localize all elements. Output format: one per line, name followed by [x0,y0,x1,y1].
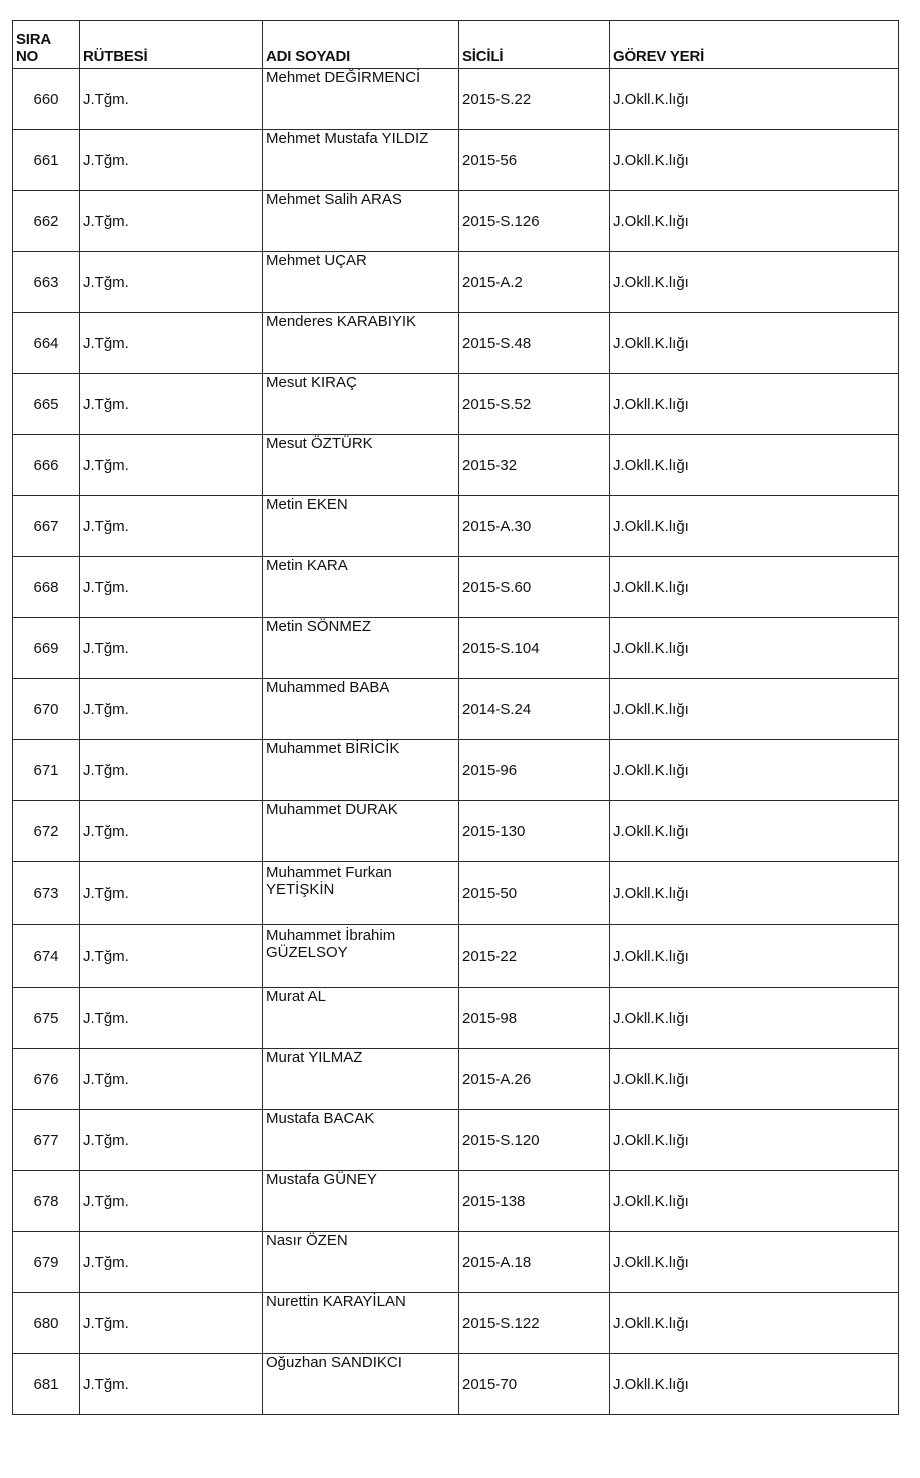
cell-sicil: 2015-S.48 [459,313,610,374]
cell-adi-soyadi: Muhammet Furkan YETİŞKİN [263,862,459,925]
cell-rutbe: J.Tğm. [80,740,263,801]
cell-adi-soyadi: Mehmet DEĞİRMENCİ [263,69,459,130]
cell-sicil: 2015-70 [459,1354,610,1415]
cell-sicil: 2015-98 [459,988,610,1049]
cell-gorev-yeri: J.Okll.K.lığı [610,679,899,740]
cell-sicil: 2014-S.24 [459,679,610,740]
cell-gorev-yeri: J.Okll.K.lığı [610,1354,899,1415]
cell-sicil: 2015-S.104 [459,618,610,679]
cell-sicil: 2015-22 [459,925,610,988]
cell-gorev-yeri: J.Okll.K.lığı [610,1232,899,1293]
table-row [13,69,899,130]
table-row [13,740,899,801]
cell-rutbe: J.Tğm. [80,801,263,862]
cell-adi-soyadi: Muhammet DURAK [263,801,459,862]
cell-gorev-yeri: J.Okll.K.lığı [610,740,899,801]
cell-adi-soyadi: Metin SÖNMEZ [263,618,459,679]
cell-sicil: 2015-A.18 [459,1232,610,1293]
cell-gorev-yeri: J.Okll.K.lığı [610,801,899,862]
table-row [13,1354,899,1415]
cell-sicil: 2015-50 [459,862,610,925]
cell-sira-no: 665 [13,374,80,435]
cell-sicil: 2015-S.120 [459,1110,610,1171]
cell-rutbe: J.Tğm. [80,313,263,374]
cell-sicil: 2015-138 [459,1171,610,1232]
cell-adi-soyadi: Mustafa GÜNEY [263,1171,459,1232]
cell-sicil: 2015-S.122 [459,1293,610,1354]
cell-adi-soyadi: Murat AL [263,988,459,1049]
cell-gorev-yeri: J.Okll.K.lığı [610,557,899,618]
cell-gorev-yeri: J.Okll.K.lığı [610,1049,899,1110]
cell-adi-soyadi: Mesut ÖZTÜRK [263,435,459,496]
cell-rutbe: J.Tğm. [80,1232,263,1293]
cell-rutbe: J.Tğm. [80,1110,263,1171]
cell-gorev-yeri: J.Okll.K.lığı [610,988,899,1049]
cell-rutbe: J.Tğm. [80,1049,263,1110]
cell-gorev-yeri: J.Okll.K.lığı [610,862,899,925]
cell-rutbe: J.Tğm. [80,69,263,130]
cell-adi-soyadi: Muhammed BABA [263,679,459,740]
cell-adi-soyadi: Mehmet UÇAR [263,252,459,313]
table-row [13,618,899,679]
cell-sicil: 2015-32 [459,435,610,496]
cell-adi-soyadi: Mehmet Mustafa YILDIZ [263,130,459,191]
cell-adi-soyadi: Muhammet BİRİCİK [263,740,459,801]
table-row [13,862,899,925]
cell-rutbe: J.Tğm. [80,252,263,313]
table-row [13,557,899,618]
cell-sira-no: 680 [13,1293,80,1354]
cell-adi-soyadi: Metin KARA [263,557,459,618]
cell-rutbe: J.Tğm. [80,191,263,252]
cell-sira-no: 664 [13,313,80,374]
cell-adi-soyadi: Mustafa BACAK [263,1110,459,1171]
table-body [13,69,899,1415]
cell-gorev-yeri: J.Okll.K.lığı [610,1110,899,1171]
cell-gorev-yeri: J.Okll.K.lığı [610,618,899,679]
cell-sicil: 2015-S.22 [459,69,610,130]
header-gorev-yeri: GÖREV YERİ [610,21,899,69]
cell-rutbe: J.Tğm. [80,130,263,191]
header-rutbesi: RÜTBESİ [80,21,263,69]
cell-sira-no: 674 [13,925,80,988]
cell-sira-no: 677 [13,1110,80,1171]
cell-adi-soyadi: Nasır ÖZEN [263,1232,459,1293]
cell-gorev-yeri: J.Okll.K.lığı [610,69,899,130]
cell-sira-no: 673 [13,862,80,925]
cell-sira-no: 672 [13,801,80,862]
table-row [13,130,899,191]
cell-gorev-yeri: J.Okll.K.lığı [610,925,899,988]
table-row [13,679,899,740]
document-page [12,20,898,1415]
header-row [13,21,899,69]
cell-sicil: 2015-96 [459,740,610,801]
cell-gorev-yeri: J.Okll.K.lığı [610,191,899,252]
cell-adi-soyadi: Mesut KIRAÇ [263,374,459,435]
cell-adi-soyadi: Nurettin KARAYİLAN [263,1293,459,1354]
cell-sicil: 2015-A.26 [459,1049,610,1110]
table-row [13,1232,899,1293]
cell-rutbe: J.Tğm. [80,925,263,988]
cell-rutbe: J.Tğm. [80,557,263,618]
cell-sira-no: 670 [13,679,80,740]
cell-sira-no: 671 [13,740,80,801]
table-row [13,1171,899,1232]
cell-adi-soyadi: Muhammet İbrahim GÜZELSOY [263,925,459,988]
header-adi-soyadi: ADI SOYADI [263,21,459,69]
table-row [13,313,899,374]
cell-sira-no: 666 [13,435,80,496]
table-row [13,252,899,313]
table-row [13,435,899,496]
cell-rutbe: J.Tğm. [80,435,263,496]
cell-sira-no: 663 [13,252,80,313]
cell-gorev-yeri: J.Okll.K.lığı [610,435,899,496]
cell-rutbe: J.Tğm. [80,1354,263,1415]
cell-sira-no: 668 [13,557,80,618]
cell-sira-no: 662 [13,191,80,252]
cell-rutbe: J.Tğm. [80,679,263,740]
cell-sicil: 2015-A.2 [459,252,610,313]
cell-rutbe: J.Tğm. [80,1293,263,1354]
personnel-table [12,20,899,1415]
cell-rutbe: J.Tğm. [80,374,263,435]
cell-adi-soyadi: Murat YILMAZ [263,1049,459,1110]
header-sira-no: SIRA NO [13,21,80,69]
cell-sicil: 2015-56 [459,130,610,191]
cell-gorev-yeri: J.Okll.K.lığı [610,496,899,557]
cell-sira-no: 676 [13,1049,80,1110]
cell-sira-no: 661 [13,130,80,191]
header-sicili: SİCİLİ [459,21,610,69]
cell-rutbe: J.Tğm. [80,496,263,557]
cell-adi-soyadi: Metin EKEN [263,496,459,557]
cell-sira-no: 660 [13,69,80,130]
cell-sira-no: 667 [13,496,80,557]
table-row [13,925,899,988]
cell-sira-no: 679 [13,1232,80,1293]
cell-sira-no: 675 [13,988,80,1049]
cell-adi-soyadi: Oğuzhan SANDIKCI [263,1354,459,1415]
cell-gorev-yeri: J.Okll.K.lığı [610,313,899,374]
cell-sicil: 2015-A.30 [459,496,610,557]
cell-gorev-yeri: J.Okll.K.lığı [610,130,899,191]
cell-sicil: 2015-S.126 [459,191,610,252]
cell-gorev-yeri: J.Okll.K.lığı [610,252,899,313]
cell-rutbe: J.Tğm. [80,988,263,1049]
cell-sicil: 2015-S.52 [459,374,610,435]
table-row [13,191,899,252]
cell-gorev-yeri: J.Okll.K.lığı [610,374,899,435]
cell-rutbe: J.Tğm. [80,862,263,925]
cell-sira-no: 669 [13,618,80,679]
cell-rutbe: J.Tğm. [80,1171,263,1232]
table-row [13,1110,899,1171]
cell-rutbe: J.Tğm. [80,618,263,679]
table-row [13,988,899,1049]
cell-sira-no: 678 [13,1171,80,1232]
table-row [13,1049,899,1110]
table-row [13,374,899,435]
cell-sicil: 2015-S.60 [459,557,610,618]
cell-gorev-yeri: J.Okll.K.lığı [610,1171,899,1232]
cell-sira-no: 681 [13,1354,80,1415]
cell-adi-soyadi: Mehmet Salih ARAS [263,191,459,252]
cell-gorev-yeri: J.Okll.K.lığı [610,1293,899,1354]
table-row [13,496,899,557]
table-row [13,801,899,862]
cell-adi-soyadi: Menderes KARABIYIK [263,313,459,374]
cell-sicil: 2015-130 [459,801,610,862]
table-header [13,21,899,69]
table-row [13,1293,899,1354]
